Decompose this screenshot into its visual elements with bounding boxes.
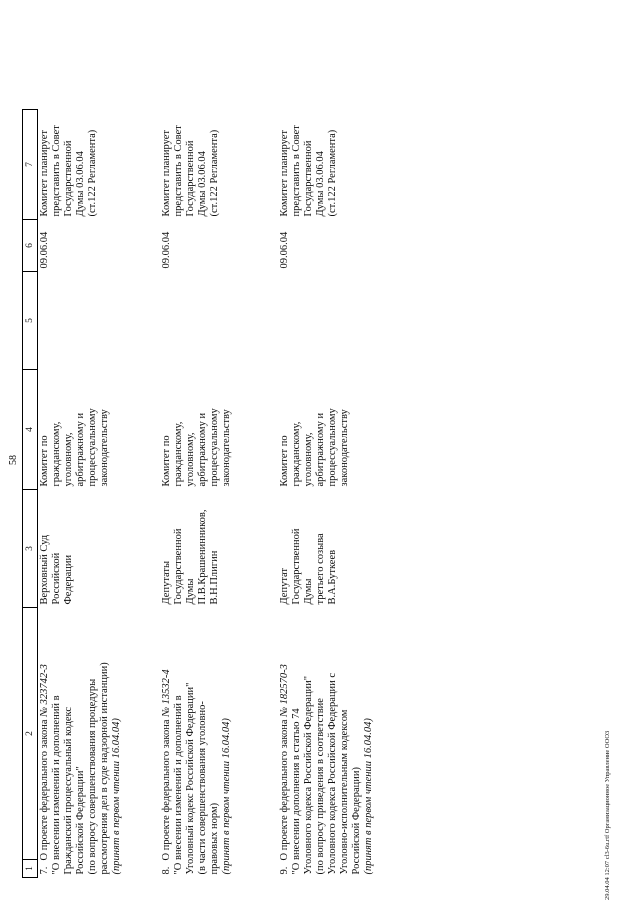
header-row — [23, 110, 38, 878]
bill-status: (принят в первом чтении 16.04.04) — [362, 718, 374, 875]
bill-title-prefix: О проекте федерального закона — [278, 716, 290, 861]
initiator-cell: Верховный Суд Российской Федерации — [39, 534, 74, 605]
bill-title-prefix: О проекте федерального закона — [39, 716, 50, 861]
bills-table — [22, 109, 428, 878]
committee-cell: Комитет по гражданскому, уголовному, арбитражному и процессуальному законодательству — [278, 408, 350, 487]
bill-title: "О внесении изменений и дополнений в Гражданский процессуальный кодекс Российской Федерации" (по вопросу совершенствования процедуры рассмотрения дел в суде надзорной инстанции) — [51, 662, 110, 875]
col5-cell — [160, 272, 278, 370]
bill-status: (принят в первом чтении 16.04.04) — [220, 718, 232, 875]
table-row — [160, 110, 278, 878]
initiator-cell: Депутаты Государственной Думы П.В.Крашенинников, В.Н.Плигин — [160, 509, 220, 605]
column-header: 4 — [23, 370, 38, 490]
bill-title-cell — [278, 608, 428, 878]
column-header: 1 — [23, 860, 38, 878]
committee-cell: Комитет по гражданскому, уголовному, арбитражному и процессуальному законодательству — [39, 408, 110, 487]
date-cell: 09.06.04 — [278, 231, 290, 269]
bill-number: № 182570-3 — [278, 664, 290, 717]
bill-status: (принят в первом чтении 16.04.04) — [111, 718, 122, 875]
col5-cell — [38, 272, 160, 370]
row-number: 7. — [39, 866, 50, 875]
note-cell: Комитет планирует представить в Совет Государственной Думы 03.06.04 (ст.122 Регламента) — [39, 125, 98, 217]
note-cell: Комитет планирует представить в Совет Государственной Думы 03.06.04 (ст.122 Регламента) — [160, 125, 220, 217]
row-number: 9. — [278, 866, 290, 875]
initiator-cell: Депутат Государственной Думы третьего созыва В.А.Буткеев — [278, 528, 338, 605]
row-number: 8. — [160, 866, 172, 875]
col5-cell — [278, 272, 428, 370]
bill-title-prefix: О проекте федерального закона — [160, 716, 172, 861]
bill-title-cell — [160, 608, 278, 878]
column-header: 5 — [23, 272, 38, 370]
bill-title: "О внесении изменений и дополнений в Уголовный кодекс Российской Федерации" (в части совершенствования уголовно- правовых норм) — [172, 682, 220, 875]
bill-title-cell — [38, 608, 160, 878]
footer-text: 29.04.04 12:07 cl3-6u.rtf Организационное Управление ООО3 — [604, 730, 611, 900]
page-number: 58 — [8, 455, 19, 465]
column-header: 3 — [23, 490, 38, 608]
date-cell: 09.06.04 — [160, 231, 172, 269]
column-header: 2 — [23, 608, 38, 860]
committee-cell: Комитет по гражданскому, уголовному, арбитражному и процессуальному законодательству — [160, 408, 232, 487]
bill-number: № 13532-4 — [160, 669, 172, 717]
column-header: 6 — [23, 220, 38, 272]
column-header: 7 — [23, 110, 38, 220]
table-row — [38, 110, 160, 878]
note-cell: Комитет планирует представить в Совет Государственной Думы 03.06.04 (ст.122 Регламента) — [278, 125, 338, 217]
date-cell: 09.06.04 — [39, 231, 50, 269]
bill-number: № 323742-3 — [39, 664, 50, 717]
bill-title: "О внесении дополнения в статью 74 Уголовного кодекса Российской Федерации" (по вопросу приведения в соответствие Уголовного кодекса Российской Федерации с Уголовно-исполнительным кодексом Российской Федерации) — [290, 672, 362, 875]
table-row — [278, 110, 428, 878]
